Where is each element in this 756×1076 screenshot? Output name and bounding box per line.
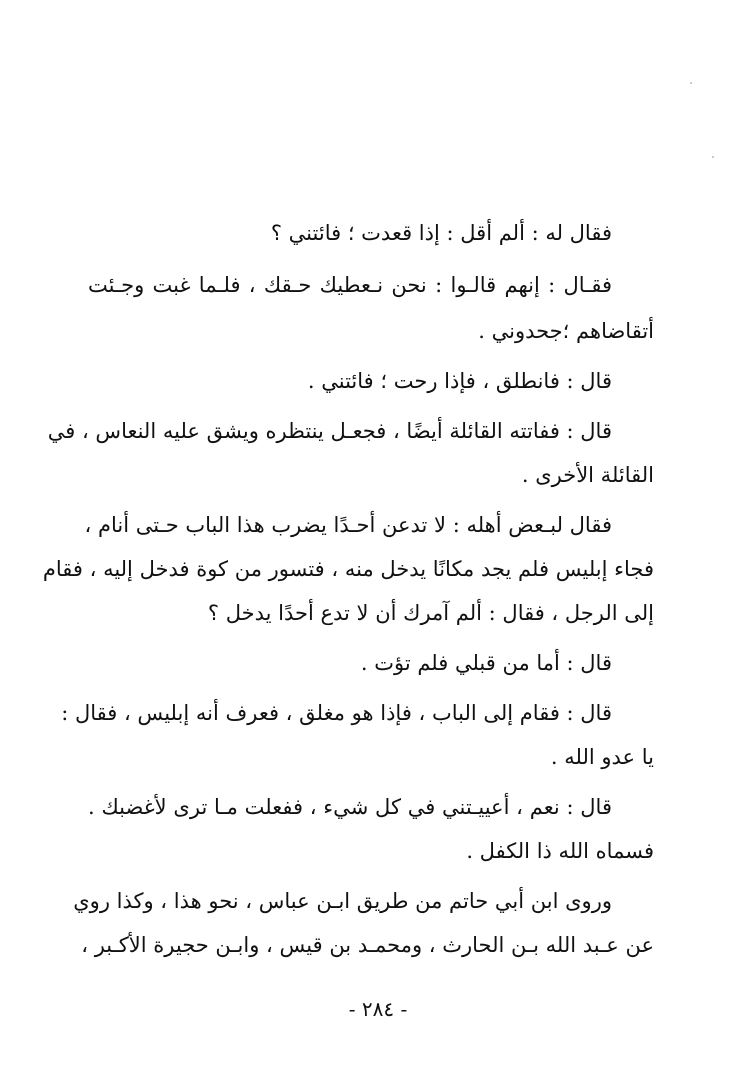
text-line: قال : نعم ، أعييـتني في كل شيء ، ففعلت مـا ترى لأغضبك . (88, 795, 612, 819)
text-line: قال : فقام إلى الباب ، فإذا هو مغلق ، فعرف أنه إبليس ، فقال : (61, 701, 612, 725)
text-line: القائلة الأخرى . (521, 463, 654, 487)
text-line: قال : ففاتته القائلة أيضًا ، فجعـل ينتظره ويشق عليه النعاس ، في (47, 419, 612, 443)
text-line: قال : أما من قبلي فلم تؤت . (360, 651, 612, 675)
text-line: فسماه الله ذا الكفل . (466, 839, 654, 863)
text-line: قال : فانطلق ، فإذا رحت ؛ فائتني . (307, 369, 612, 393)
text-line: فقال لبـعض أهله : لا تدعن أحـدًا يضرب هذا الباب حـتى أنام ، (84, 513, 612, 537)
text-line: فقال له : ألم أقل : إذا قعدت ؛ فائتني ؟ (270, 221, 612, 245)
text-line: أتقاضاهم ؛جحدوني . (478, 319, 654, 343)
text-line: فقـال : إنهم قالـوا : نحن نـعطيك حـقك ، فلـما غبت وجـئت (88, 273, 612, 297)
scan-speck (712, 156, 714, 158)
scan-speck (690, 82, 692, 84)
text-line: فجاء إبليس فلم يجد مكانًا يدخل منه ، فتسور من كوة فدخل إليه ، فقام (42, 557, 654, 581)
text-line: يا عدو الله . (550, 745, 654, 769)
page-number: - ٢٨٤ - (348, 997, 408, 1021)
text-line: عن عـبد الله بـن الحارث ، ومحمـد بن قيس ، وابـن حجيرة الأكـبر ، (81, 933, 654, 957)
text-line: وروى ابن أبي حاتم من طريق ابـن عباس ، نحو هذا ، وكذا روي (73, 889, 612, 913)
text-line: إلى الرجل ، فقال : ألم آمرك أن لا تدع أحدًا يدخل ؟ (207, 601, 654, 625)
